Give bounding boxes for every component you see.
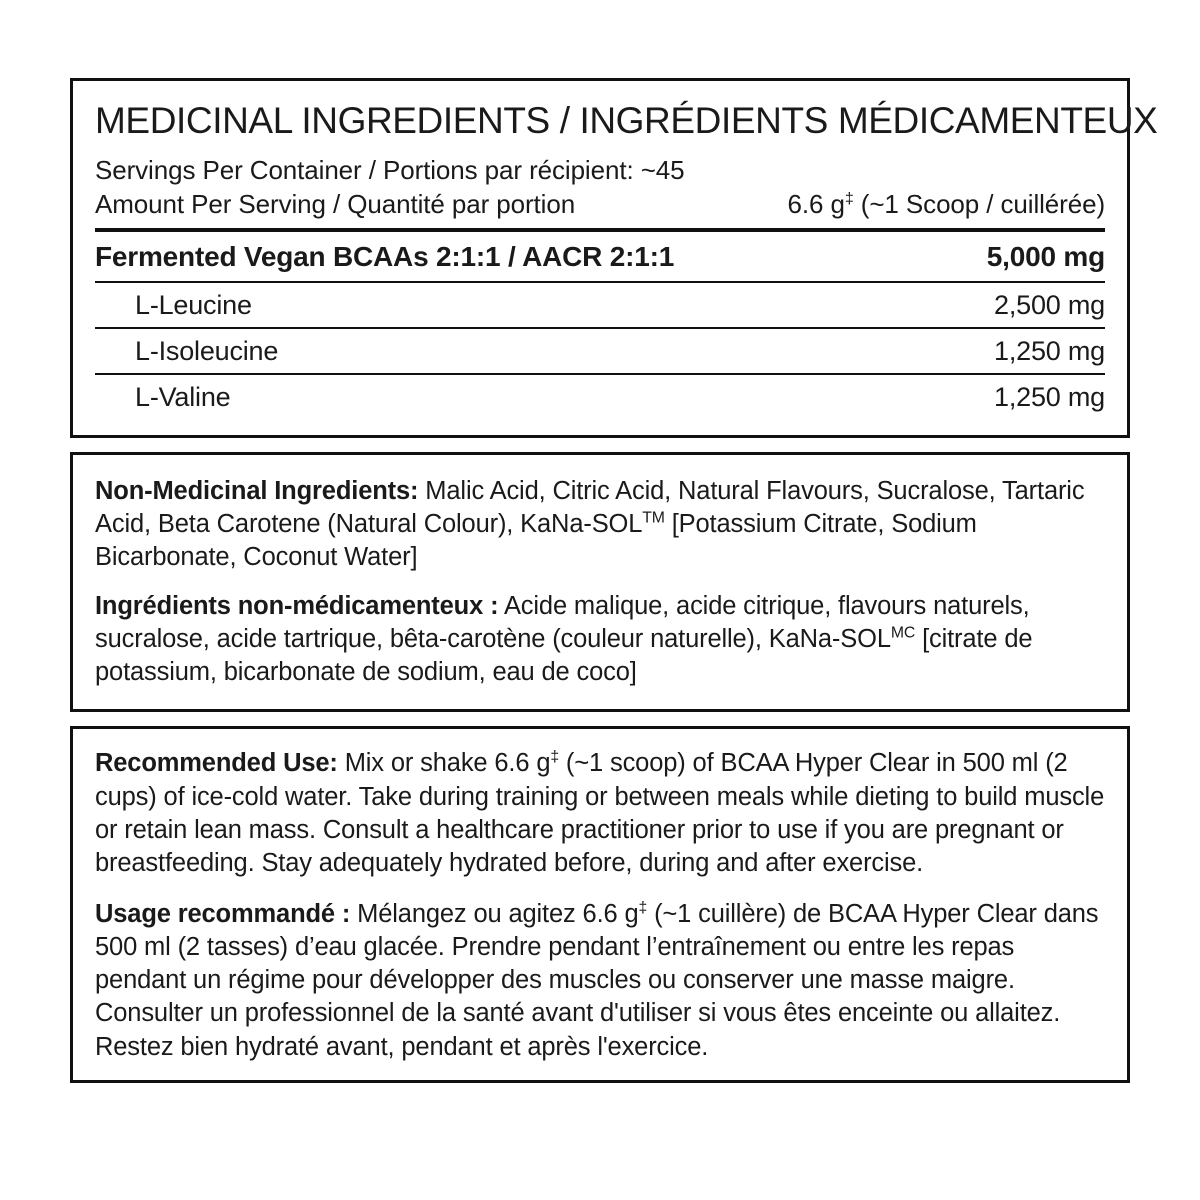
amount-per-serving-value — [787, 187, 1105, 221]
recommended-use-fr-text-b: (~1 cuillère) de BCAA Hyper Clear dans 500 ml (2 tasses) d’eau glacée. Prendre pendant l’entraînement ou entre les repas pendant un régime pour développer des muscles ou conserver une masse maigre. Consulter un professionnel de la santé avant d'utiliser si vous êtes enceinte ou allaitez. Restez bien hydraté avant, pendant et après l'exercice. — [95, 899, 1099, 1061]
ingredient-name: Fermented Vegan BCAAs 2:1:1 / AACR 2:1:1 — [95, 240, 675, 272]
non-medicinal-en — [95, 475, 1105, 574]
table-row — [95, 232, 1105, 281]
amount-per-serving-value-pre: 6.6 g — [787, 189, 845, 220]
medicinal-ingredients-panel — [70, 78, 1158, 438]
page-title: MEDICINAL INGREDIENTS / INGRÉDIENTS MÉDICAMENTEUX — [95, 100, 1158, 141]
recommended-use-en-text-b: (~1 scoop) of BCAA Hyper Clear in 500 ml (2 cups) of ice-cold water. Take during training or between meals while dieting to build muscle or retain lean mass. Consult a healthcare practitioner prior to use if you are pregnant or breastfeeding. Stay adequately hydrated before, during and after exercise. — [95, 749, 1105, 877]
table-row — [95, 329, 1105, 373]
dagger-symbol: ‡ — [550, 748, 559, 766]
non-medicinal-en-text-end: [Potassium Citrate, Sodium Bicarbonate, Coconut Water] — [95, 509, 977, 571]
recommended-use-panel — [70, 726, 1130, 1082]
servings-per-container: Servings Per Container / Portions par récipient: ~45 — [95, 154, 685, 185]
table-row — [95, 283, 1105, 327]
ingredient-amount: 1,250 mg — [994, 381, 1105, 412]
non-medicinal-en-label: Non-Medicinal Ingredients: — [95, 476, 419, 505]
ingredient-amount: 1,250 mg — [994, 335, 1105, 366]
non-medicinal-fr-text-end: [citrate de potassium, bicarbonate de sodium, eau de coco] — [95, 625, 1033, 687]
recommended-use-en-label: Recommended Use: — [95, 749, 338, 778]
non-medicinal-fr-label: Ingrédients non-médicamenteux : — [95, 592, 499, 620]
marque-commerce-symbol: MC — [890, 624, 916, 642]
non-medicinal-en-text: Malic Acid, Citric Acid, Natural Flavours, Sucralose, Tartaric Acid, Beta Carotene (Natural Colour), KaNa-SOL — [95, 476, 1085, 538]
recommended-use-fr — [95, 898, 1105, 1064]
ingredient-name: L-Leucine — [135, 289, 252, 320]
trademark-symbol: TM — [642, 509, 665, 527]
recommended-use-fr-label: Usage recommandé : — [95, 899, 351, 928]
non-medicinal-fr — [95, 590, 1105, 689]
ingredient-amount: 5,000 mg — [986, 240, 1105, 272]
non-medicinal-ingredients-panel — [70, 452, 1130, 713]
supplement-label — [70, 78, 1158, 1083]
recommended-use-en — [95, 747, 1105, 880]
dagger-symbol: ‡ — [844, 189, 854, 208]
table-row — [95, 375, 1105, 419]
amount-per-serving-label: Amount Per Serving / Quantité par portion — [95, 189, 576, 220]
dagger-symbol: ‡ — [638, 899, 648, 917]
ingredient-name: L-Isoleucine — [135, 335, 279, 366]
amount-per-serving-row — [95, 187, 1105, 221]
recommended-use-en-text-a: Mix or shake 6.6 g — [337, 749, 551, 778]
ingredient-name: L-Valine — [135, 381, 231, 412]
ingredient-amount: 2,500 mg — [994, 289, 1105, 320]
amount-per-serving-value-post: (~1 Scoop / cuillérée) — [853, 189, 1105, 220]
non-medicinal-fr-text: Acide malique, acide citrique, flavours naturels, sucralose, acide tartrique, bêta-carotène (couleur naturelle), KaNa-SOL — [95, 592, 1030, 654]
recommended-use-fr-text-a: Mélangez ou agitez 6.6 g — [350, 899, 639, 928]
